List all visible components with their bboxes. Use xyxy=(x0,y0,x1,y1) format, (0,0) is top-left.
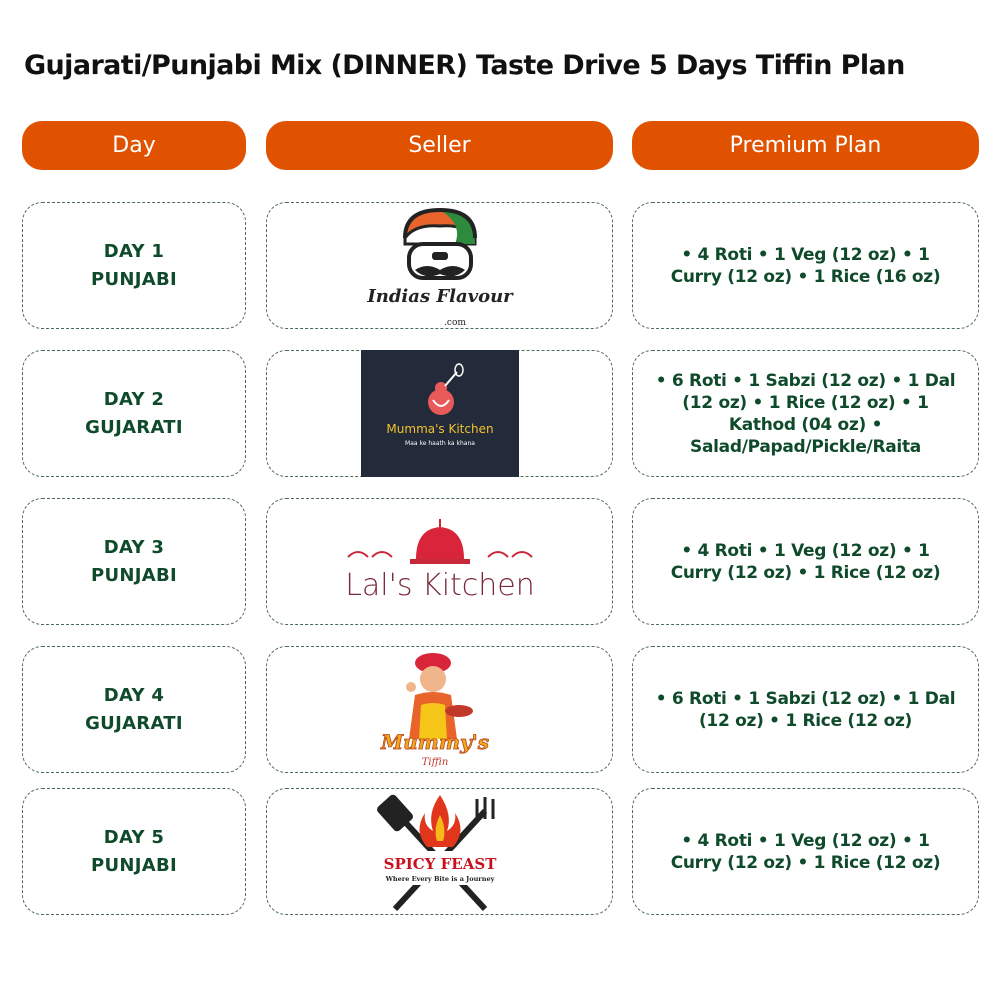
seller-tagline: Where Every Bite is a Journey xyxy=(385,874,494,883)
day-cell-1 xyxy=(22,202,246,329)
header-premium-plan: Premium Plan xyxy=(632,121,979,170)
seller-domain: .com xyxy=(443,317,466,328)
plan-cell-5 xyxy=(632,788,979,915)
plan-text: • 4 Roti • 1 Veg (12 oz) • 1 Curry (12 oz) • 1 Rice (12 oz) xyxy=(670,540,941,583)
plan-text: • 6 Roti • 1 Sabzi (12 oz) • 1 Dal (12 oz) • 1 Rice (12 oz) xyxy=(655,688,956,731)
day-label: DAY 1 xyxy=(103,240,165,262)
plan-cell-4 xyxy=(632,646,979,773)
cuisine-label: PUNJABI xyxy=(90,268,178,290)
cuisine-label: GUJARATI xyxy=(85,416,183,438)
day-cell-2 xyxy=(22,350,246,477)
cuisine-label: PUNJABI xyxy=(90,564,178,586)
day-cell-5 xyxy=(22,788,246,915)
seller-name: Mumma's Kitchen xyxy=(385,422,494,436)
header-seller: Seller xyxy=(266,121,613,170)
woman-with-whisk-logo-icon xyxy=(361,350,519,477)
seller-tagline: Maa ke haath ka khana xyxy=(404,440,475,447)
seller-cell-1 xyxy=(266,202,613,329)
plan-text: • 4 Roti • 1 Veg (12 oz) • 1 Curry (12 oz) • 1 Rice (16 oz) xyxy=(670,244,941,287)
seller-cell-5 xyxy=(266,788,613,915)
plan-text: • 4 Roti • 1 Veg (12 oz) • 1 Curry (12 oz) • 1 Rice (12 oz) xyxy=(670,830,941,873)
spatula-fork-flame-logo-icon xyxy=(375,791,505,913)
chef-turban-logo-icon xyxy=(366,204,513,328)
plan-cell-3 xyxy=(632,498,979,625)
header-day: Day xyxy=(22,121,246,170)
chef-woman-logo-icon xyxy=(380,649,495,771)
page-title: Gujarati/Punjabi Mix (DINNER) Taste Drive 5 Days Tiffin Plan xyxy=(24,50,905,81)
plan-cell-2 xyxy=(632,350,979,477)
seller-name: SPICY FEAST xyxy=(383,854,496,873)
cuisine-label: GUJARATI xyxy=(85,712,183,734)
day-label: DAY 3 xyxy=(103,536,165,558)
plan-cell-1 xyxy=(632,202,979,329)
cuisine-label: PUNJABI xyxy=(90,854,178,876)
seller-sub: Tiffin xyxy=(421,756,448,768)
seller-cell-3 xyxy=(266,498,613,625)
seller-name: Mummy's xyxy=(380,729,489,754)
red-dome-logo-icon xyxy=(340,517,540,607)
day-label: DAY 5 xyxy=(103,826,165,848)
day-label: DAY 4 xyxy=(103,684,165,706)
day-label: DAY 2 xyxy=(103,388,165,410)
plan-text: • 6 Roti • 1 Sabzi (12 oz) • 1 Dal (12 oz) • 1 Rice (12 oz) • 1 Kathod (04 oz) • Salad/Papad/Pickle/Raita xyxy=(655,370,956,457)
day-cell-3 xyxy=(22,498,246,625)
seller-cell-4 xyxy=(266,646,613,773)
seller-name: Lal's Kitchen xyxy=(344,567,535,603)
day-cell-4 xyxy=(22,646,246,773)
seller-name: Indias Flavour xyxy=(366,285,513,307)
seller-cell-2 xyxy=(266,350,613,477)
